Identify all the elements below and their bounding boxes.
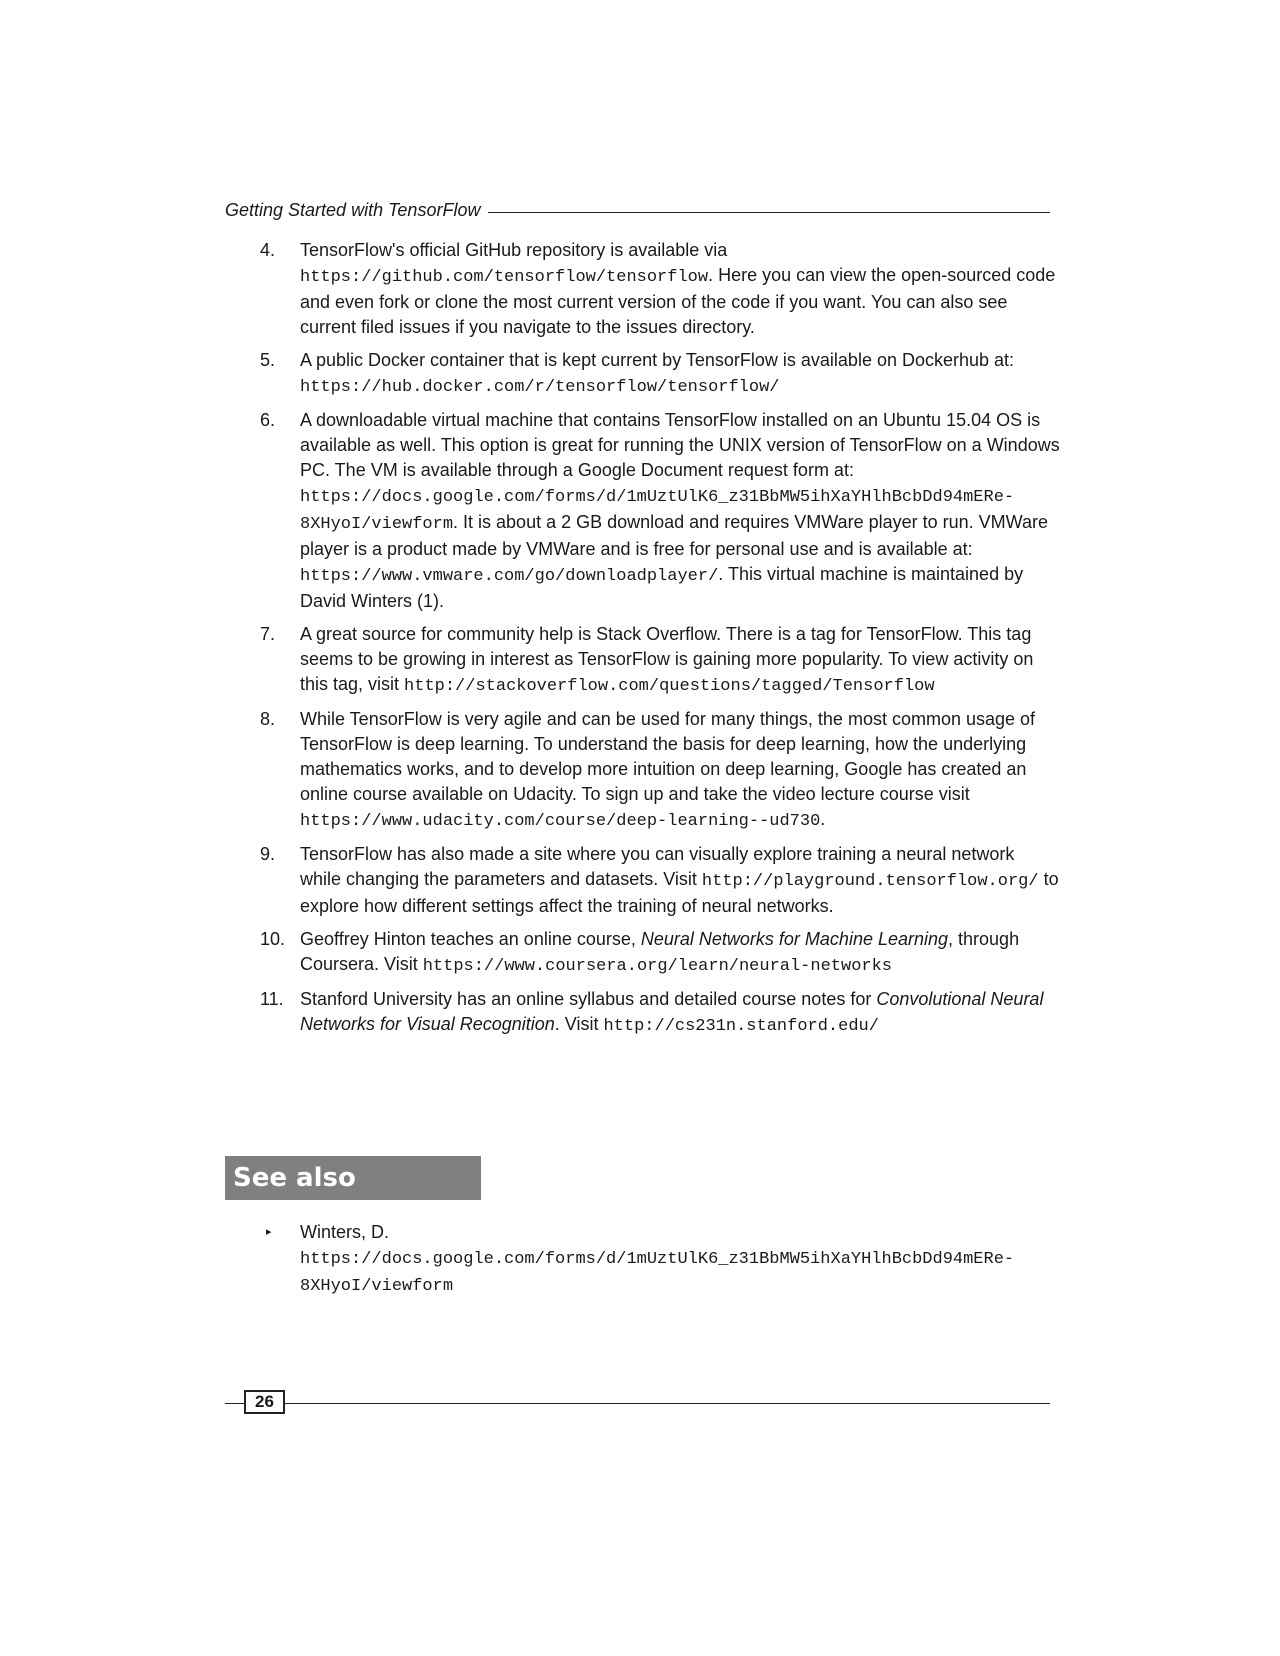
see-also-heading: See also	[225, 1156, 481, 1200]
item-number: 10.	[260, 929, 286, 949]
item-text: TensorFlow has also made a site where you can visually explore training a neural network while changing the parameters and datasets. Visit	[300, 844, 1015, 889]
item-number: 11.	[260, 989, 284, 1009]
item-body	[300, 709, 1035, 829]
list-item	[260, 238, 1060, 340]
url-link[interactable]: https://www.udacity.com/course/deep-learning--ud730	[300, 812, 821, 831]
list-item	[260, 408, 1060, 614]
item-text: . It is about a 2 GB download and requires VMWare player to run. VMWare player is a product made by VMWare and is free for personal use and is available at:	[300, 512, 1048, 559]
item-text: to explore how different settings affect the training of neural networks.	[300, 869, 1059, 916]
list-item	[260, 622, 1060, 699]
url-link[interactable]: http://stackoverflow.com/questions/tagged/Tensorflow	[404, 677, 935, 696]
course-title: Convolutional Neural Networks for Visual Recognition	[300, 989, 1044, 1034]
footer-rule-right	[285, 1403, 1050, 1404]
item-text: , through Coursera. Visit	[300, 929, 1020, 974]
item-text: A public Docker container that is kept current by TensorFlow is available on Dockerhub at:	[300, 350, 1015, 370]
item-text: .	[820, 809, 826, 829]
item-number: 6.	[260, 410, 276, 430]
url-link[interactable]: http://cs231n.stanford.edu/	[603, 1017, 879, 1036]
numbered-list	[260, 238, 1060, 1047]
running-header	[225, 196, 1050, 224]
item-body	[300, 989, 1043, 1034]
item-text: . This virtual machine is maintained by David Winters (1).	[300, 564, 1024, 611]
list-item	[260, 707, 1060, 834]
reference-item	[260, 1220, 1060, 1299]
item-text: Winters, D.	[300, 1222, 390, 1242]
course-title: Neural Networks for Machine Learning	[640, 929, 949, 949]
list-item	[260, 348, 1060, 400]
reference-body	[300, 1222, 1014, 1294]
item-number: 9.	[260, 844, 276, 864]
footer-rule-left	[225, 1403, 244, 1404]
item-body	[300, 350, 1014, 395]
item-number: 7.	[260, 624, 276, 644]
see-also-list	[260, 1220, 1060, 1299]
item-text: . Here you can view the open-sourced code and even fork or clone the most current version of the code if you want. You can also see current filed issues if you navigate to the issues directory.	[300, 265, 1056, 337]
header-rule	[488, 212, 1050, 213]
list-item	[260, 927, 1060, 979]
item-body	[300, 240, 1055, 337]
item-body	[300, 844, 1059, 916]
item-body	[300, 929, 1019, 974]
url-link[interactable]: https://docs.google.com/forms/d/1mUztUlK6_z31BbMW5ihXaYHlhBcbDd94mERe-8XHyoI/viewform	[300, 488, 1015, 534]
url-link[interactable]: https://github.com/tensorflow/tensorflow	[300, 268, 709, 287]
page-footer	[225, 1390, 1050, 1416]
item-number: 8.	[260, 709, 276, 729]
url-link[interactable]: https://hub.docker.com/r/tensorflow/tensorflow/	[300, 378, 780, 397]
page-number: 26	[244, 1390, 285, 1414]
item-text: Geoffrey Hinton teaches an online course,	[300, 929, 641, 949]
item-text: A downloadable virtual machine that contains TensorFlow installed on an Ubuntu 15.04 OS is available as well. This option is great for running the UNIX version of TensorFlow on a Windows PC. The VM is available through a Google Document request form at:	[300, 410, 1060, 480]
item-body	[300, 624, 1033, 694]
item-number: 4.	[260, 240, 276, 260]
item-text: A great source for community help is Stack Overflow. There is a tag for TensorFlow. This tag seems to be growing in interest as TensorFlow is gaining more popularity. To view activity on this tag, visit	[300, 624, 1034, 694]
url-link[interactable]: https://www.coursera.org/learn/neural-networks	[422, 957, 892, 976]
item-text: . Visit	[554, 1014, 604, 1034]
item-body	[300, 410, 1060, 611]
item-text: While TensorFlow is very agile and can be used for many things, the most common usage of TensorFlow is deep learning. To understand the basis for deep learning, how the underlying mathematics works, and to develop more intuition on deep learning, Google has created an online course available on Udacity. To sign up and take the video lecture course visit	[300, 709, 1036, 804]
item-number: 5.	[260, 350, 276, 370]
list-item	[260, 842, 1060, 919]
bullet-triangle-icon: ▸	[266, 1226, 272, 1238]
running-title: Getting Started with TensorFlow	[225, 199, 481, 220]
list-item	[260, 987, 1060, 1039]
url-link[interactable]: https://docs.google.com/forms/d/1mUztUlK6_z31BbMW5ihXaYHlhBcbDd94mERe-8XHyoI/viewform	[300, 1250, 1015, 1296]
item-text: Stanford University has an online syllabus and detailed course notes for	[300, 989, 877, 1009]
item-text: TensorFlow's official GitHub repository is available via	[300, 240, 728, 260]
url-link[interactable]: http://playground.tensorflow.org/	[701, 872, 1039, 891]
url-link[interactable]: https://www.vmware.com/go/downloadplayer/	[300, 567, 719, 586]
